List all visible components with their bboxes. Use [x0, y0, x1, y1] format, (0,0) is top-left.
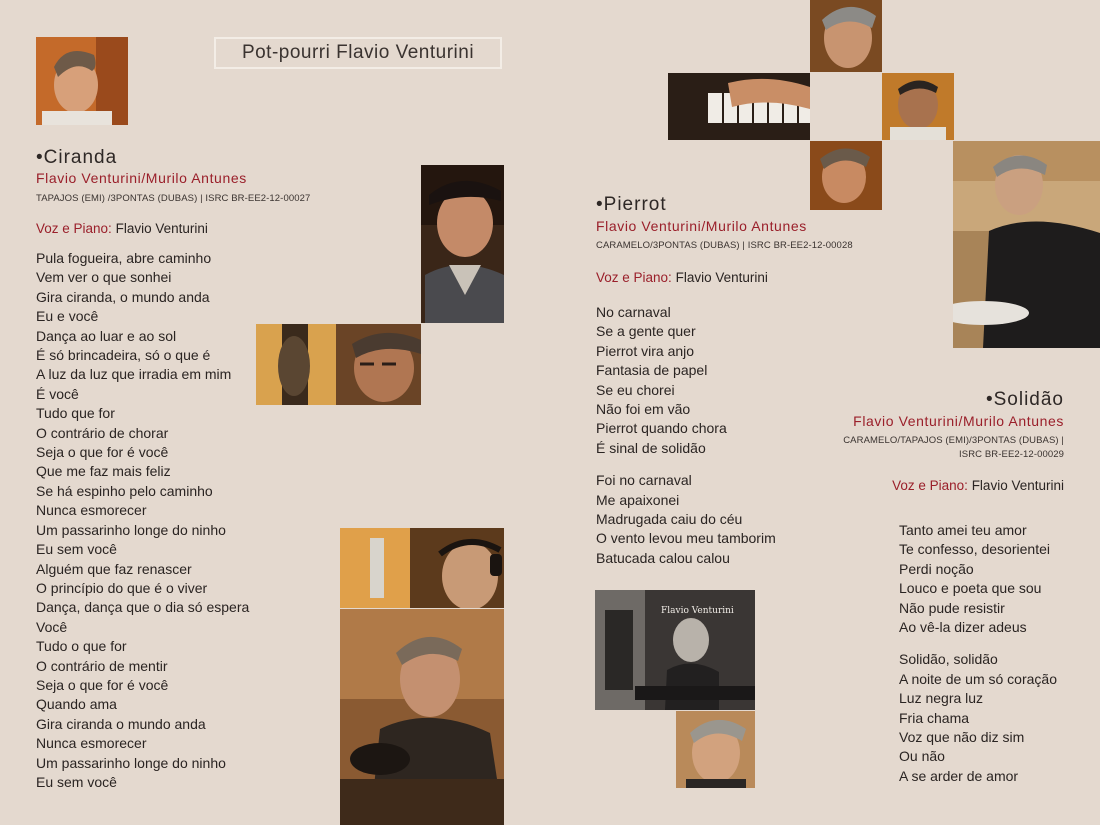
lyric-line: Dança ao luar e ao sol	[36, 327, 177, 344]
lyrics-pierrot	[596, 303, 776, 568]
lyric-line: Me apaixonei	[596, 491, 680, 508]
song-authors-pierrot: Flavio Venturini/Murilo Antunes	[596, 218, 807, 234]
stanza-gap	[596, 458, 776, 471]
lyric-line: Te confesso, desorientei	[899, 541, 1050, 558]
album-cover-caption: Flavio Venturini	[661, 606, 734, 616]
lyric-line: Tanto amei teu amor	[899, 522, 1027, 538]
lyrics-ciranda	[36, 249, 249, 792]
lyric-line: Nunca esmorecer	[36, 502, 147, 519]
photo-pierrot-face-low	[810, 141, 882, 210]
photo-ciranda-studio	[256, 324, 421, 405]
lyric-line: A noite de um só coração	[899, 670, 1057, 687]
lyric-line: O contrário de chorar	[36, 424, 169, 441]
lyric-line: Seja o que for é você	[36, 444, 169, 461]
lyric-line: Se a gente quer	[596, 323, 696, 340]
lyric-line: Gira ciranda o mundo anda	[36, 715, 206, 732]
photo-ciranda-studio-large	[340, 609, 504, 825]
portrait-photo-top-left	[36, 37, 128, 125]
photo-pierrot-smiling-man	[882, 73, 954, 140]
lyric-line: Perdi noção	[899, 560, 974, 577]
stanza-gap	[899, 637, 1057, 650]
song-title-pierrot: •Pierrot	[596, 194, 667, 215]
credit-name: Flavio Venturini	[115, 221, 208, 236]
lyric-line: Um passarinho longe do ninho	[36, 754, 226, 771]
lyric-line: O contrário de mentir	[36, 657, 168, 674]
song-isrc-pierrot: CARAMELO/3PONTAS (DUBAS) | ISRC BR-EE2-12-00028	[596, 240, 853, 251]
lyric-line: Eu sem você	[36, 773, 117, 790]
lyric-line: Madrugada caiu do céu	[596, 511, 743, 528]
lyric-line: Que me faz mais feliz	[36, 463, 171, 480]
song-credit-ciranda	[36, 221, 208, 236]
lyric-line: Pula fogueira, abre caminho	[36, 250, 212, 266]
lyric-line: Luz negra luz	[899, 690, 984, 707]
song-credit-solidao	[892, 478, 1064, 493]
lyric-line: Você	[36, 618, 68, 635]
lyric-line: Pierrot vira anjo	[596, 342, 695, 359]
isrc-line: ISRC BR-EE2-12-00029	[959, 449, 1064, 460]
lyric-line: Eu sem você	[36, 541, 117, 558]
song-isrc-ciranda: TAPAJOS (EMI) /3PONTAS (DUBAS) | ISRC BR-EE2-12-00027	[36, 193, 311, 204]
credit-name: Flavio Venturini	[675, 270, 768, 285]
lyric-line: Fantasia de papel	[596, 362, 708, 379]
lyric-line: Dança, dança que o dia só espera	[36, 599, 250, 616]
credit-label: Voz e Piano:	[596, 270, 672, 285]
lyric-line: Tudo o que for	[36, 638, 127, 655]
song-authors-solidao: Flavio Venturini/Murilo Antunes	[853, 413, 1064, 429]
photo-solidao-cafe	[953, 141, 1100, 348]
lyric-line: Um passarinho longe do ninho	[36, 521, 226, 538]
lyric-line: Tudo que for	[36, 405, 115, 422]
lyric-line: Foi no carnaval	[596, 472, 692, 489]
lyric-line: Eu e você	[36, 308, 99, 325]
photo-album-cover	[595, 590, 755, 710]
photo-pierrot-bottom-face	[676, 711, 755, 788]
lyric-line: É sinal de solidão	[596, 439, 706, 456]
photo-pierrot-top-face	[810, 0, 882, 72]
song-isrc-solidao	[843, 434, 1064, 462]
lyric-line: A se arder de amor	[899, 767, 1019, 784]
song-title-ciranda: •Ciranda	[36, 147, 118, 168]
lyric-line: A luz da luz que irradia em mim	[36, 366, 232, 383]
credit-label: Voz e Piano:	[892, 478, 968, 493]
photo-pierrot-piano	[668, 73, 810, 140]
lyric-line: Quando ama	[36, 696, 117, 713]
lyric-line: Seja o que for é você	[36, 676, 169, 693]
lyric-line: Ao vê-la dizer adeus	[899, 619, 1027, 636]
credit-name: Flavio Venturini	[971, 478, 1064, 493]
lyric-line: Não pude resistir	[899, 599, 1005, 616]
lyric-line: Pierrot quando chora	[596, 420, 727, 437]
lyric-line: No carnaval	[596, 304, 671, 320]
lyric-line: É só brincadeira, só o que é	[36, 347, 211, 364]
lyric-line: Gira ciranda, o mundo anda	[36, 288, 210, 305]
photo-ciranda-portrait	[421, 165, 504, 323]
song-authors-ciranda: Flavio Venturini/Murilo Antunes	[36, 170, 247, 186]
lyric-line: Fria chama	[899, 709, 970, 726]
lyric-line: Louco e poeta que sou	[899, 580, 1042, 597]
song-credit-pierrot	[596, 270, 768, 285]
lyric-line: Batucada calou calou	[596, 549, 730, 566]
lyric-line: Nunca esmorecer	[36, 735, 147, 752]
lyric-line: Voz que não diz sim	[899, 729, 1025, 746]
lyric-line: Alguém que faz renascer	[36, 560, 192, 577]
lyrics-solidao	[899, 521, 1057, 786]
lyric-line: Se há espinho pelo caminho	[36, 482, 213, 499]
lyric-line: Solidão, solidão	[899, 651, 998, 668]
isrc-line: CARAMELO/TAPAJOS (EMI)/3PONTAS (DUBAS) |	[843, 435, 1064, 446]
credit-label: Voz e Piano:	[36, 221, 112, 236]
lyric-line: Vem ver o que sonhei	[36, 269, 172, 286]
lyric-line: Não foi em vão	[596, 401, 691, 418]
lyric-line: Ou não	[899, 748, 945, 765]
lyric-line: Se eu chorei	[596, 381, 675, 398]
lyric-line: É você	[36, 385, 79, 402]
lyric-line: O princípio do que é o viver	[36, 579, 208, 596]
photo-ciranda-headphones	[340, 528, 504, 608]
lyric-line: O vento levou meu tamborim	[596, 530, 776, 547]
page-title: Pot-pourri Flavio Venturini	[214, 37, 502, 69]
song-title-solidao: •Solidão	[985, 389, 1064, 410]
